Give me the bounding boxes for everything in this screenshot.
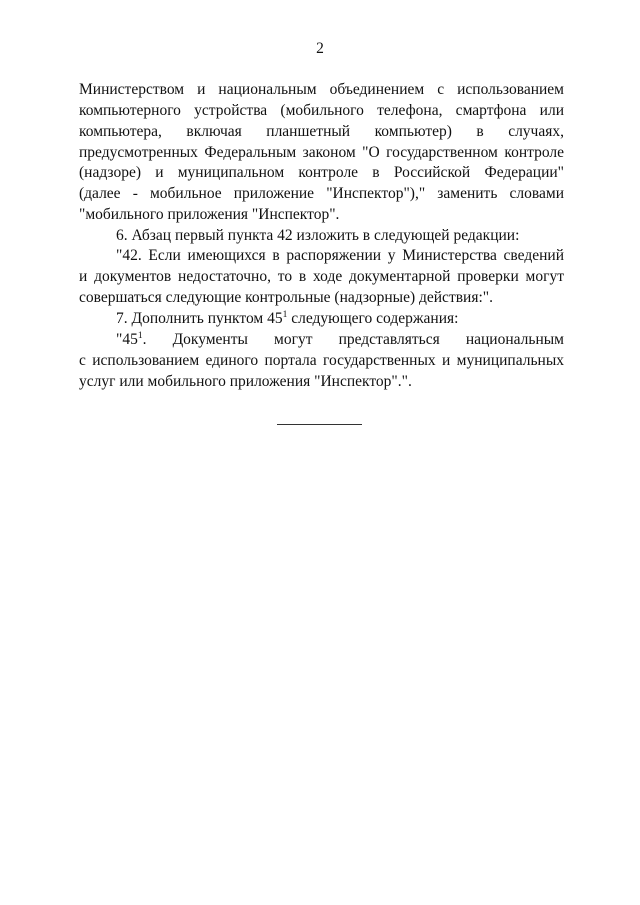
quote-45-line-2: с использованием единого портала государственных и муниципальных: [79, 352, 564, 369]
quote-45-text: "45: [116, 331, 138, 348]
quote-42-line-2: и документов недостаточно, то в ходе документарной проверки могут: [79, 268, 564, 285]
end-separator-line: [277, 424, 362, 425]
quote-45-line-1: [116, 330, 564, 349]
quote-42-line-1: "42. Если имеющихся в распоряжении у Министерства сведений: [116, 247, 564, 264]
paragraph-7-text: 7. Дополнить пунктом 45: [116, 310, 283, 327]
text-line-2: компьютерного устройства (мобильного телефона, смартфона или: [79, 102, 564, 119]
page-number: 2: [316, 40, 324, 57]
paragraph-7-text-end: следующего содержания:: [287, 310, 459, 327]
text-line-3: компьютера, включая планшетный компьютер) в случаях,: [79, 123, 564, 140]
text-line-7: "мобильного приложения "Инспектор".: [79, 206, 340, 223]
text-line-5: (надзоре) и муниципальном контроле в Российской Федерации": [79, 164, 564, 181]
paragraph-7-line: [116, 309, 564, 328]
quote-45-text-end: . Документы могут представляться национальным: [142, 331, 564, 348]
paragraph-7-superscript: 1: [282, 310, 288, 320]
quote-42-line-3: совершаться следующие контрольные (надзорные) действия:".: [79, 289, 493, 306]
text-line-4: предусмотренных Федеральным законом "О государственном контроле: [79, 144, 564, 161]
text-line-1: Министерством и национальным объединением с использованием: [79, 81, 564, 98]
quote-45-line-3: услуг или мобильного приложения "Инспектор".".: [79, 373, 412, 390]
quote-45-superscript: 1: [137, 331, 143, 341]
paragraph-6-line: 6. Абзац первый пункта 42 изложить в следующей редакции:: [116, 227, 520, 244]
text-line-6: (далее - мобильное приложение "Инспектор")," заменить словами: [79, 185, 564, 202]
